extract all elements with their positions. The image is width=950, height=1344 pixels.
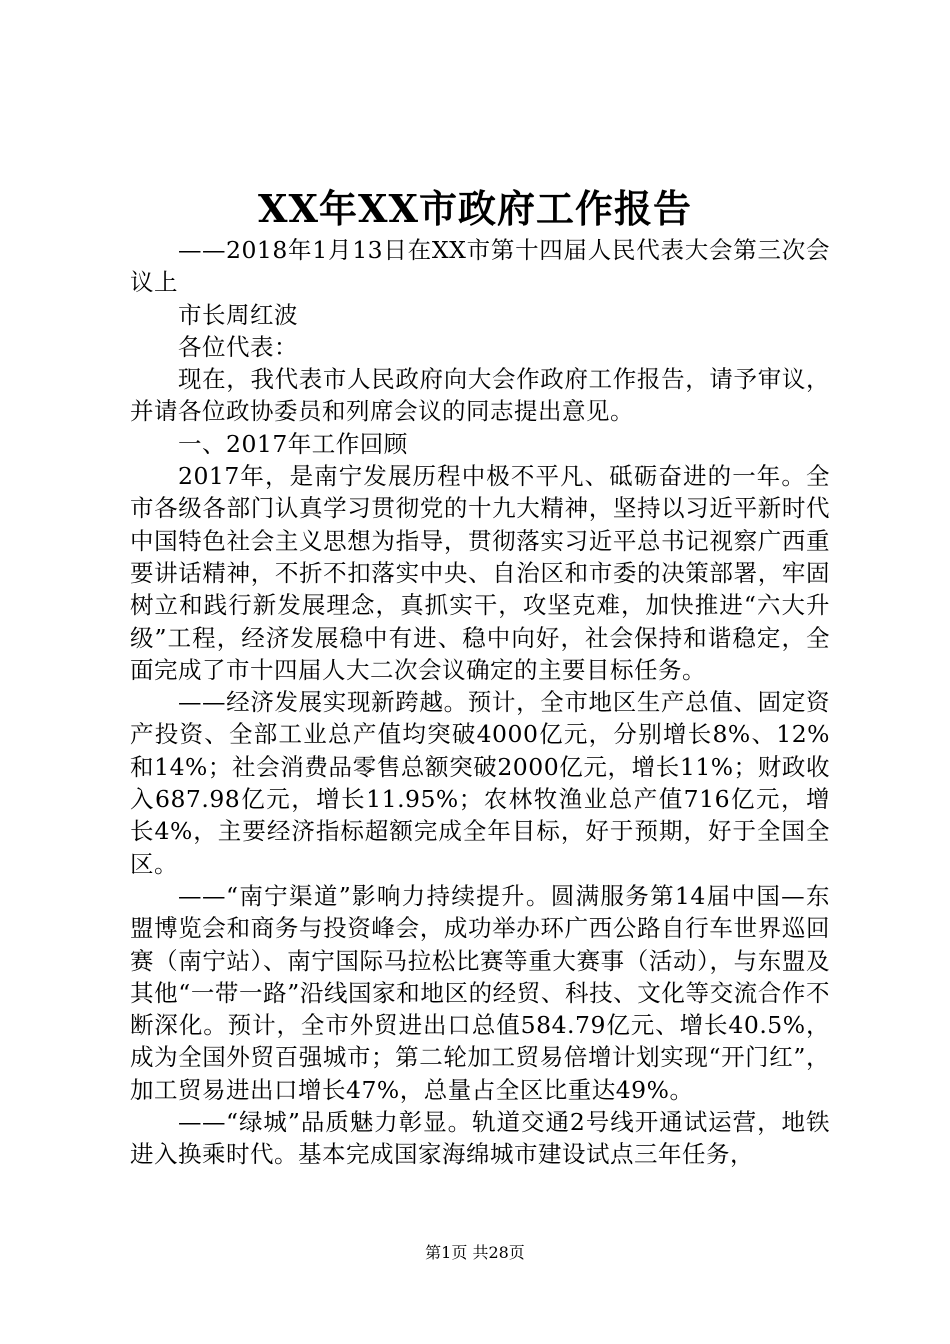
section-heading: 一、2017年工作回顾 bbox=[178, 429, 408, 458]
review-paragraph: 2017年，是南宁发展历程中极不平凡、砥砺奋进的一年。全市各级各部门认真学习贯彻党的十九大精神，坚持以习近平新时代中国特色社会主义思想为指导，贯彻落实习近平总书记视察广西重要讲话精神，不折不扣落实中央、自治区和市委的决策部署，牢固树立和践行新发展理念，真抓实干，攻坚克难，加快推进“六大升级”工程，经济发展稳中有进、稳中向好，社会保持和谐稳定，全面完成了市十四届人大二次会议确定的主要目标任务。 bbox=[130, 462, 830, 684]
channel-paragraph: ——“南宁渠道”影响力持续提升。圆满服务第14届中国—东盟博览会和商务与投资峰会，成功举办环广西公路自行车世界巡回赛（南宁站）、南宁国际马拉松比赛等重大赛事（活动），与东盟及其他“一带一路”沿线国家和地区的经贸、科技、文化等交流合作不断深化。预计，全市外贸进出口总值584.79亿元、增长40.5%，成为全国外贸百强城市；第二轮加工贸易倍增计划实现“开门红”，加工贸易进出口增长47%，总量占全区比重达49%。 bbox=[130, 881, 830, 1104]
page-number: 第1页 共28页 bbox=[425, 1243, 525, 1262]
economy-paragraph: ——经济发展实现新跨越。预计，全市地区生产总值、固定资产投资、全部工业总产值均突破4000亿元，分别增长8%、12%和14%；社会消费品零售总额突破2000亿元，增长11%；财政收入687.98亿元，增长11.95%；农林牧渔业总产值716亿元，增长4%，主要经济指标超额完成全年目标，好于预期，好于全国全区。 bbox=[130, 688, 830, 878]
document-title: XX年XX市政府工作报告 bbox=[258, 186, 692, 231]
salutation: 各位代表： bbox=[178, 332, 298, 361]
document-body bbox=[130, 234, 830, 1171]
speech-date-line: ——2018年1月13日在XX市第十四届人民代表大会第三次会议上 bbox=[130, 236, 830, 297]
speaker-line: 市长周红波 bbox=[178, 300, 298, 329]
green-city-paragraph: ——“绿城”品质魅力彰显。轨道交通2号线开通试运营，地铁进入换乘时代。基本完成国家海绵城市建设试点三年任务， bbox=[130, 1108, 830, 1169]
intro-paragraph: 现在，我代表市人民政府向大会作政府工作报告，请予审议，并请各位政协委员和列席会议的同志提出意见。 bbox=[130, 365, 830, 426]
